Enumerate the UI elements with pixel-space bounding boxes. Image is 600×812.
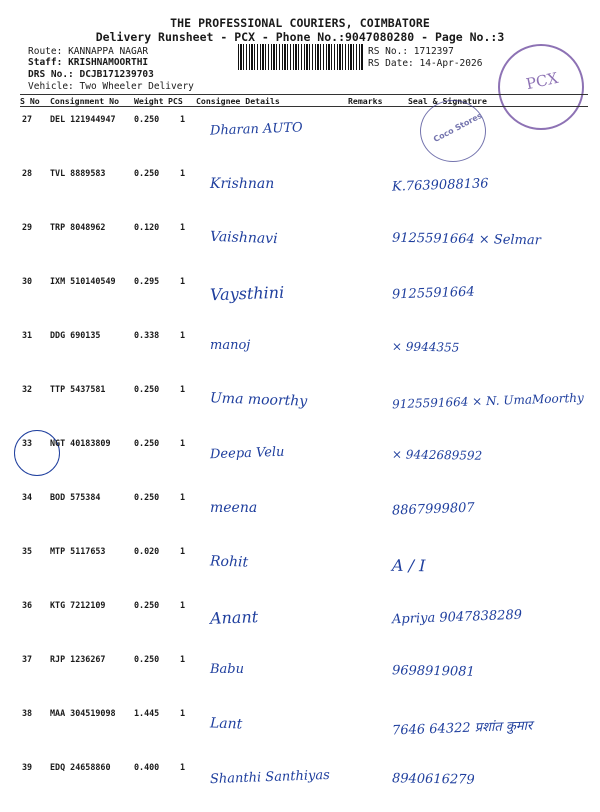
col-consignee: Consignee Details — [196, 96, 280, 106]
table-row — [20, 486, 588, 542]
row-seal-signature: 8867999807 — [391, 500, 475, 519]
row-consignment-no: MAA 304519098 — [50, 708, 116, 718]
row-sno: 39 — [22, 762, 33, 772]
row-sno: 30 — [22, 276, 33, 286]
row-sno: 38 — [22, 708, 33, 718]
row-consignee-handwritten: meena — [210, 500, 258, 516]
row-consignee-handwritten: Krishnan — [210, 176, 275, 192]
row-consignment-no: TRP 8048962 — [50, 222, 106, 232]
row-pcs: 1 — [180, 438, 186, 448]
row-consignment-no: DEL 121944947 — [50, 114, 116, 124]
row-seal-signature: 9125591664 × Selmar — [391, 230, 542, 249]
row-consignment-no: TTP 5437581 — [50, 384, 106, 394]
row-consignee-handwritten: Dharan AUTO — [209, 120, 303, 139]
row-weight: 0.250 — [134, 654, 160, 664]
row-pcs: 1 — [180, 384, 186, 394]
table-row — [20, 756, 588, 812]
row-consignee-handwritten: Anant — [209, 607, 259, 628]
row-pcs: 1 — [180, 114, 186, 124]
header-bottom-rule — [20, 106, 588, 107]
row-weight: 0.400 — [134, 762, 160, 772]
table-row — [20, 432, 588, 488]
row-seal-signature: × 9944355 — [391, 339, 460, 355]
row-sno: 33 — [22, 438, 33, 448]
row-consignee-handwritten: Uma moorthy — [209, 390, 308, 410]
col-sno: S No — [20, 96, 40, 106]
row-weight: 0.250 — [134, 168, 160, 178]
row-weight: 0.338 — [134, 330, 160, 340]
row-weight: 0.120 — [134, 222, 160, 232]
table-row — [20, 162, 588, 218]
col-seal: Seal & Signature — [408, 96, 487, 106]
row-consignee-handwritten: Babu — [210, 662, 244, 677]
row-consignment-no: RJP 1236267 — [50, 654, 106, 664]
row-pcs: 1 — [180, 600, 186, 610]
barcode — [238, 44, 364, 70]
table-row — [20, 270, 588, 326]
row-seal-signature: 9698919081 — [391, 663, 475, 680]
rs-no-value: 1712397 — [413, 46, 454, 57]
col-remarks: Remarks — [348, 96, 383, 106]
row-weight: 0.250 — [134, 492, 160, 502]
row-consignment-no: IXM 510140549 — [50, 276, 116, 286]
row-seal-signature: K.7639088136 — [391, 176, 489, 195]
row-weight: 0.295 — [134, 276, 160, 286]
col-consignment: Consignment No — [50, 96, 120, 106]
row-consignment-no: EDQ 24658860 — [50, 762, 111, 772]
row-consignee-handwritten: Vaysthini — [209, 282, 285, 305]
row-seal-signature: 8940616279 — [391, 771, 475, 788]
row-consignment-no: KTG 7212109 — [50, 600, 106, 610]
col-pcs: PCS — [168, 96, 183, 106]
rs-date-line: RS Date: 14-Apr-2026 — [368, 58, 483, 69]
row-consignee-handwritten: Deepa Velu — [209, 444, 285, 463]
row-pcs: 1 — [180, 492, 186, 502]
row-consignment-no: NGT 40183809 — [50, 438, 111, 448]
row-sno: 36 — [22, 600, 33, 610]
row-weight: 0.020 — [134, 546, 160, 556]
row-consignee-handwritten: Rohit — [209, 553, 249, 571]
row-sno: 27 — [22, 114, 33, 124]
row-sno: 31 — [22, 330, 33, 340]
row-sno: 35 — [22, 546, 33, 556]
row-consignment-no: MTP 5117653 — [50, 546, 106, 556]
row-pcs: 1 — [180, 762, 186, 772]
row-sno: 28 — [22, 168, 33, 178]
drs-line: DRS No.: DCJB171239703 — [28, 69, 154, 80]
table-row — [20, 594, 588, 650]
page-title: THE PROFESSIONAL COURIERS, COIMBATORE — [170, 16, 430, 30]
header-top-rule — [20, 94, 588, 95]
row-weight: 1.445 — [134, 708, 160, 718]
drs-value: DCJB171239703 — [79, 69, 154, 80]
table-row — [20, 702, 588, 758]
row-seal-signature: 9125591664 × N. UmaMoorthy — [391, 390, 585, 412]
route-line: Route: KANNAPPA NAGAR — [28, 46, 149, 57]
row-sno: 29 — [22, 222, 33, 232]
row-weight: 0.250 — [134, 384, 160, 394]
vehicle-line: Vehicle: Two Wheeler Delivery — [28, 81, 194, 92]
row-consignment-no: DDG 690135 — [50, 330, 101, 340]
row-seal-signature: Apriya 9047838289 — [391, 607, 523, 628]
row-pcs: 1 — [180, 168, 186, 178]
table-row — [20, 108, 588, 164]
row-pcs: 1 — [180, 546, 186, 556]
row-consignee-handwritten: Shanthi Santhiyas — [209, 767, 331, 788]
row-pcs: 1 — [180, 330, 186, 340]
route-value: KANNAPPA NAGAR — [68, 46, 149, 57]
row-consignment-no: TVL 8889583 — [50, 168, 106, 178]
row-weight: 0.250 — [134, 114, 160, 124]
rs-date-value: 14-Apr-2026 — [419, 58, 483, 69]
row-weight: 0.250 — [134, 438, 160, 448]
row-pcs: 1 — [180, 654, 186, 664]
row-seal-signature: 9125591664 — [391, 284, 475, 303]
row-consignee-handwritten: manoj — [210, 338, 251, 353]
row-consignee-handwritten: Vaishnavi — [209, 228, 278, 248]
row-seal-signature: A / I — [391, 555, 426, 576]
runsheet-subtitle: Delivery Runsheet - PCX - Phone No.:9047080280 - Page No.:3 — [95, 30, 505, 44]
row-consignee-handwritten: Lant — [209, 715, 243, 733]
row-pcs: 1 — [180, 708, 186, 718]
table-row — [20, 648, 588, 704]
row-seal-signature: × 9442689592 — [391, 447, 483, 463]
pcx-stamp: PCX — [498, 44, 584, 130]
col-weight: Weight — [134, 96, 164, 106]
row-sno: 37 — [22, 654, 33, 664]
table-row — [20, 378, 588, 434]
table-row — [20, 540, 588, 596]
staff-value: KRISHNAMOORTHI — [68, 57, 149, 68]
row-sno: 32 — [22, 384, 33, 394]
row-pcs: 1 — [180, 276, 186, 286]
row-sno: 34 — [22, 492, 33, 502]
store-stamp: Coco Stores — [420, 100, 486, 162]
table-row — [20, 324, 588, 380]
row-pcs: 1 — [180, 222, 186, 232]
row-seal-signature: 7646 64322 प्रशांत कुमार — [391, 718, 533, 739]
rs-no-line: RS No.: 1712397 — [368, 46, 454, 57]
table-row — [20, 216, 588, 272]
row-consignment-no: BOD 575384 — [50, 492, 101, 502]
staff-line: Staff: KRISHNAMOORTHI — [28, 57, 149, 68]
row-weight: 0.250 — [134, 600, 160, 610]
vehicle-value: Two Wheeler Delivery — [79, 81, 194, 92]
